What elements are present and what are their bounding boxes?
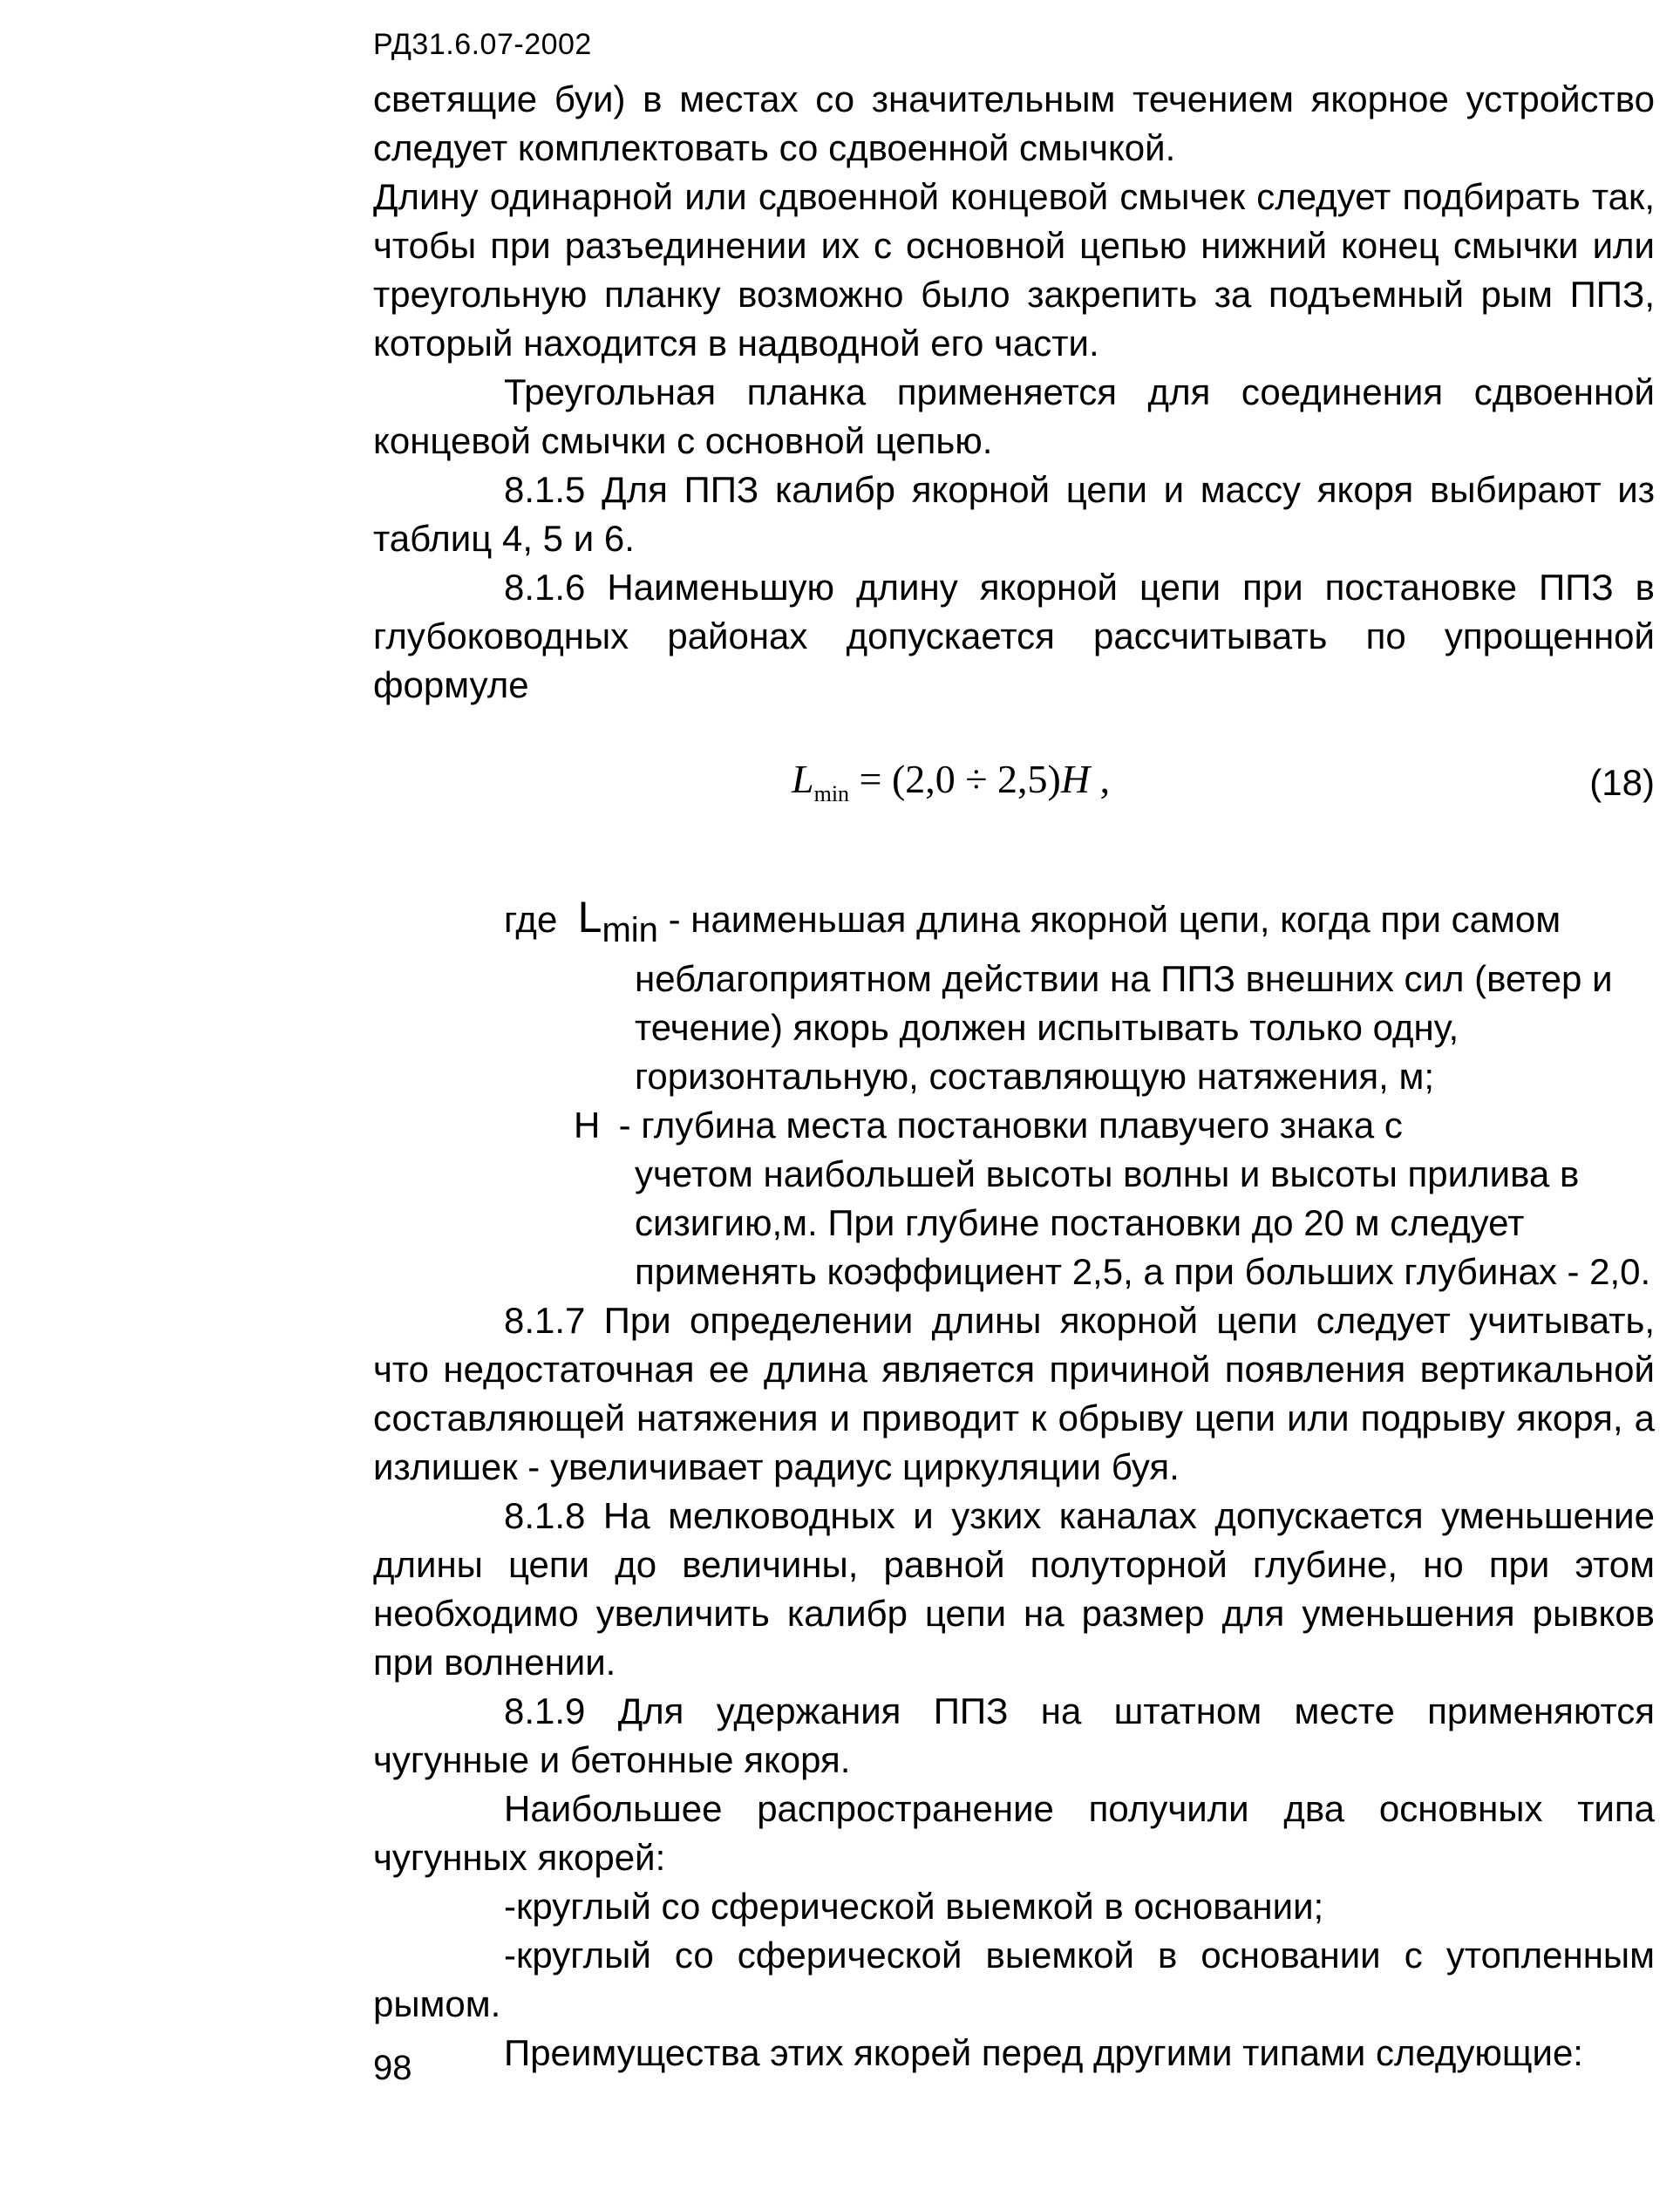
paragraph-8-1-8: 8.1.8 На мелководных и узких каналах допускается уменьшение длины цепи до величины, равной полуторной глубине, но при этом необходимо увеличить калибр цепи на размер для уменьшения рывков при волнении. — [373, 1495, 1655, 1683]
document-code-header: РД31.6.07-2002 — [373, 28, 592, 61]
formula-rhs — [849, 757, 1110, 801]
where-h-line — [574, 1101, 1655, 1150]
h-symbol: H — [574, 1105, 601, 1146]
paragraph-anchor-types: Наибольшее распространение получили два основных типа чугунных якорей: — [373, 1788, 1655, 1878]
paragraph-triangular-plate: Треугольная планка применяется для соединения сдвоенной концевой смычки с основной цепью. — [373, 371, 1655, 461]
lmin-letter: L — [577, 893, 602, 942]
paragraph-8-1-7: 8.1.7 При определении длины якорной цепи следует учитывать, что недостаточная ее длина является причиной появления вертикальной составляющей натяжения и приводит к обрыву цепи или подрыву якоря, а излишек - увеличивает радиус циркуляции буя. — [373, 1300, 1655, 1487]
page-number: 98 — [373, 2049, 412, 2087]
formula-rhs-variable: H — [1060, 757, 1091, 801]
lmin-definition-first: - наименьшая длина якорной цепи, когда при самом — [657, 899, 1561, 940]
h-definition-rest: учетом наибольшей высоты волны и высоты прилива в сизигию,м. При глубине постановки до 20 м следует применять коэффициент 2,5, а при больших глубинах - 2,0. — [635, 1153, 1651, 1292]
formula-rhs-suffix: , — [1090, 757, 1111, 801]
lmin-symbol — [577, 893, 658, 949]
paragraph-8-1-6: 8.1.6 Наименьшую длину якорной цепи при постановке ППЗ в глубоководных районах допускается рассчитывать по упрощенной формуле — [373, 567, 1655, 705]
paragraph-advantages: Преимущества этих якорей перед другими типами следующие: — [504, 2032, 1583, 2073]
lmin-subscript: min — [602, 911, 658, 949]
formula-18 — [373, 736, 1655, 858]
paragraph-8-1-9: 8.1.9 Для удержания ППЗ на штатном месте применяются чугунные и бетонные якоря. — [373, 1690, 1655, 1780]
formula-lhs-symbol: L — [792, 757, 814, 801]
paragraph-continuation: светящие буи) в местах со значительным течением якорное устройство следует комплектовать со сдвоенной смычкой. — [373, 78, 1655, 168]
where-word: где — [504, 899, 558, 940]
list-item-round-anchor-recessed: -круглый со сферической выемкой в основании с утопленным рымом. — [373, 1935, 1655, 2024]
equation-number: (18) — [1589, 762, 1655, 803]
where-lmin-line — [504, 893, 1655, 955]
lmin-definition-rest: неблагоприятном действии на ППЗ внешних сил (ветер и течение) якорь должен испытывать только одну, горизонтальную, составляющую натяжения, м; — [635, 958, 1613, 1097]
formula-expression — [792, 755, 1110, 819]
h-definition-first: - глубина места постановки плавучего знака с — [618, 1105, 1403, 1146]
formula-rhs-prefix: = (2,0 ÷ 2,5) — [849, 757, 1061, 801]
paragraph-8-1-5: 8.1.5 Для ППЗ калибр якорной цепи и массу якоря выбирают из таблиц 4, 5 и 6. — [373, 469, 1655, 559]
formula-lhs-subscript: min — [813, 781, 850, 806]
where-definitions — [504, 893, 1655, 1296]
paragraph-end-shackle: Длину одинарной или сдвоенной концевой смычек следует подбирать так, чтобы при разъединении их с основной цепью нижний конец смычки или треугольную планку возможно было закрепить за подъемный рым ППЗ, который находится в надводной его части. — [373, 176, 1655, 364]
list-item-round-anchor: -круглый со сферической выемкой в основании; — [504, 1886, 1324, 1927]
document-body — [373, 75, 1655, 2078]
